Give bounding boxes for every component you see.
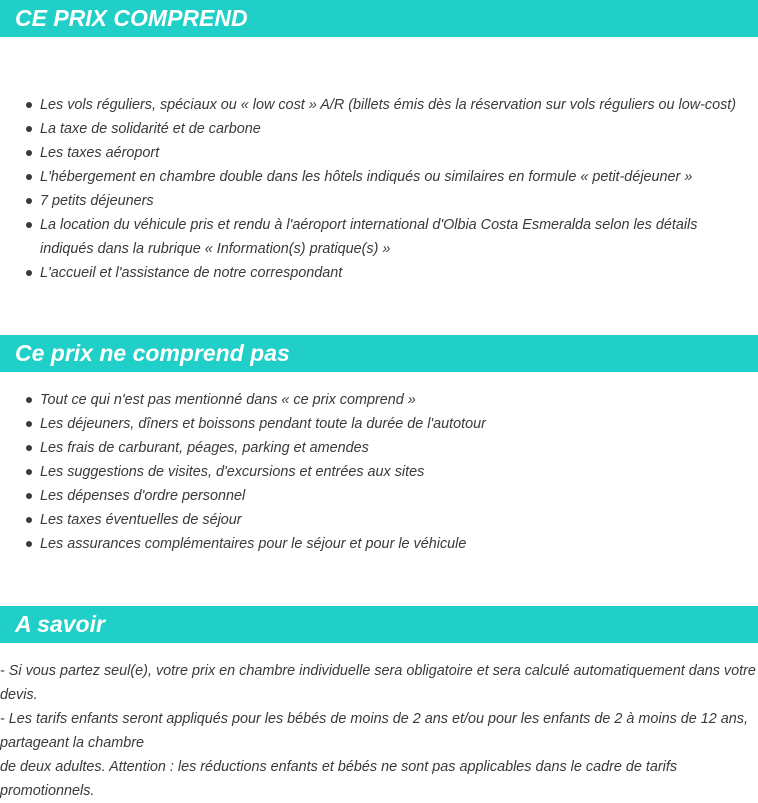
bullet-icon [26, 198, 32, 204]
list-item: Les suggestions de visites, d'excursions et entrées aux sites [0, 460, 758, 484]
section-header-includes [0, 0, 758, 37]
list-item: L'hébergement en chambre double dans les hôtels indiqués ou similaires en formule « petit-déjeuner » [0, 165, 758, 189]
list-item: L'accueil et l'assistance de notre correspondant [0, 261, 758, 285]
bullet-icon [26, 150, 32, 156]
list-item: La location du véhicule pris et rendu à l'aéroport international d'Olbia Costa Esmeralda selon les détails indiqués dans la rubrique « Information(s) pratique(s) » [0, 213, 758, 261]
bullet-icon [26, 421, 32, 427]
bullet-icon [26, 174, 32, 180]
list-item: Les dépenses d'ordre personnel [0, 484, 758, 508]
section-header-excludes [0, 335, 758, 372]
includes-list [0, 93, 758, 285]
list-item: Tout ce qui n'est pas mentionné dans « ce prix comprend » [0, 388, 758, 412]
list-item: 7 petits déjeuners [0, 189, 758, 213]
excludes-list [0, 388, 758, 556]
good-to-know-paragraph: de deux adultes. Attention : les réductions enfants et bébés ne sont pas applicables dans le cadre de tarifs promotionnels. [0, 759, 678, 799]
list-item: Les taxes éventuelles de séjour [0, 508, 758, 532]
bullet-icon [26, 517, 32, 523]
bullet-icon [26, 445, 32, 451]
bullet-icon [26, 222, 32, 228]
good-to-know-paragraph: - Si vous partez seul(e), votre prix en chambre individuelle sera obligatoire et sera calculé automatiquement dans votre devis. [0, 663, 756, 703]
list-item: La taxe de solidarité et de carbone [0, 117, 758, 141]
section-title-good-to-know: A savoir [15, 611, 105, 637]
bullet-icon [26, 126, 32, 132]
bullet-icon [26, 493, 32, 499]
list-item: Les assurances complémentaires pour le séjour et pour le véhicule [0, 532, 758, 556]
section-header-good-to-know [0, 606, 758, 643]
section-title-excludes: Ce prix ne comprend pas [15, 340, 290, 366]
good-to-know-text [0, 659, 758, 803]
bullet-icon [26, 270, 32, 276]
list-item: Les taxes aéroport [0, 141, 758, 165]
bullet-icon [26, 469, 32, 475]
list-item: Les frais de carburant, péages, parking et amendes [0, 436, 758, 460]
bullet-icon [26, 541, 32, 547]
good-to-know-paragraph: - Les tarifs enfants seront appliqués pour les bébés de moins de 2 ans et/ou pour les enfants de 2 à moins de 12 ans, partageant la chambre [0, 711, 748, 751]
section-title-includes: CE PRIX COMPREND [15, 5, 248, 31]
bullet-icon [26, 102, 32, 108]
bullet-icon [26, 397, 32, 403]
list-item: Les déjeuners, dîners et boissons pendant toute la durée de l'autotour [0, 412, 758, 436]
list-item: Les vols réguliers, spéciaux ou « low cost » A/R (billets émis dès la réservation sur vols réguliers ou low-cost) [0, 93, 758, 117]
